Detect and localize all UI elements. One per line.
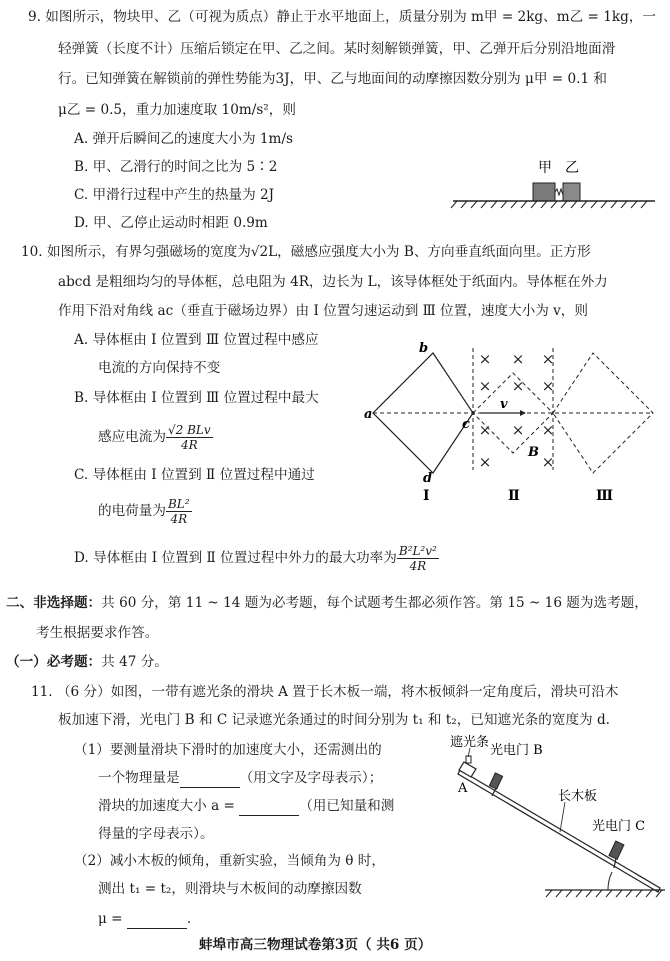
q11-part1-line4: 得量的字母表示）。 bbox=[98, 826, 214, 842]
ground-hatch bbox=[451, 201, 647, 208]
label-position-1: Ⅰ bbox=[423, 488, 430, 504]
label-c: c bbox=[462, 417, 470, 432]
light-shield-strip bbox=[466, 756, 471, 763]
q10-b-fraction: $\frac{\text{√2 BLv}}{4R}$ bbox=[167, 423, 211, 452]
block-yi bbox=[563, 183, 580, 201]
q9-line-1: 9. 如图所示，物块甲、乙（可视为质点）静止于水平地面上，质量分别为 m甲 = 2kg、m乙 = 1kg，一 bbox=[28, 9, 657, 25]
label-d: d bbox=[423, 471, 433, 486]
field-crosses bbox=[479, 350, 555, 471]
section2-required-heading: （一）必考题：共 47 分。 bbox=[6, 654, 168, 670]
angle-arc bbox=[608, 872, 612, 890]
q9-line-2: 轻弹簧（长度不计）压缩后锁定在甲、乙之间。某时刻解锁弹簧，甲、乙弹开后分别沿地面滑 bbox=[58, 41, 616, 57]
incline-ground-hatch bbox=[546, 890, 662, 897]
q10-option-b-line1: B. 导体框由 Ⅰ 位置到 Ⅲ 位置过程中最大 bbox=[74, 390, 319, 406]
q11-part1-line3: 滑块的加速度大小 a = （用已知量和测 bbox=[98, 798, 395, 814]
q10-option-c-line1: C. 导体框由 Ⅰ 位置到 Ⅱ 位置过程中通过 bbox=[74, 467, 315, 483]
q10-option-c-line2: 的电荷量为 $\frac{\text{BL²}}{4R}$ bbox=[98, 497, 190, 526]
block-jia bbox=[533, 183, 555, 201]
q11-part1-line2: 一个物理量是 （用文字及字母表示）； bbox=[98, 770, 383, 786]
answer-blank-2[interactable] bbox=[239, 797, 299, 816]
q9-figure-blocks bbox=[445, 150, 660, 220]
label-light-shield: 遮光条 bbox=[450, 735, 490, 750]
q10-line-3: 作用下沿对角线 ac（垂直于磁场边界）由 Ⅰ 位置匀速运动到 Ⅲ 位置，速度大小为 v，则 bbox=[58, 303, 588, 319]
label-photogate-b: 光电门 B bbox=[490, 743, 543, 758]
svg-text:×: × bbox=[541, 421, 555, 439]
photogate-b bbox=[489, 773, 502, 789]
answer-blank-1[interactable] bbox=[180, 769, 240, 788]
page-footer: 蚌埠市高三物理试卷第3页（ 共6 页） bbox=[199, 937, 432, 953]
q10-option-b-line2: 感应电流为 $\frac{\text{√2 BLv}}{4R}$ bbox=[98, 423, 211, 452]
label-position-2: Ⅱ bbox=[508, 488, 520, 504]
label-jia: 甲 bbox=[538, 160, 552, 176]
svg-text:×: × bbox=[478, 421, 492, 439]
svg-text:×: × bbox=[478, 350, 492, 368]
svg-text:×: × bbox=[541, 350, 555, 368]
frame-position-3 bbox=[553, 353, 653, 473]
q9-line-3: 行。已知弹簧在解锁前的弹性势能为3J，甲、乙与地面间的动摩擦因数分别为 μ甲 = 0.1 和 bbox=[58, 71, 608, 87]
svg-text:×: × bbox=[478, 377, 492, 395]
q10-option-a-line1: A. 导体框由 Ⅰ 位置到 Ⅲ 位置过程中感应 bbox=[74, 332, 319, 348]
q10-option-d: D. 导体框由 Ⅰ 位置到 Ⅱ 位置过程中外力的最大功率为 $\frac{\text{B²L²v²}}{4R}$ bbox=[74, 544, 437, 573]
q9-option-d: D. 甲、乙停止运动时相距 0.9m bbox=[74, 215, 268, 231]
q11-figure-incline bbox=[440, 730, 665, 900]
svg-text:×: × bbox=[511, 421, 525, 439]
photogate-c bbox=[609, 841, 624, 859]
q11-line-2: 板加速下滑，光电门 B 和 C 记录遮光条通过的时间分别为 t₁ 和 t₂，已知遮光条的宽度为 d. bbox=[58, 712, 610, 728]
label-B: B bbox=[528, 445, 539, 460]
label-photogate-c: 光电门 C bbox=[592, 819, 646, 834]
q11-part2-line2: 测出 t₁ = t₂，则滑块与木板间的动摩擦因数 bbox=[98, 881, 362, 897]
section2-line-1: 二、非选择题：共 60 分，第 11 ~ 14 题为必考题，每个试题考生都必须作答。第 15 ~ 16 题为选考题， bbox=[6, 595, 648, 611]
label-b: b bbox=[419, 341, 429, 356]
label-v: v bbox=[500, 397, 508, 412]
q11-part1-line1: （1）要测量滑块下滑时的加速度大小，还需测出的 bbox=[74, 742, 382, 758]
section2-line-2: 考生根据要求作答。 bbox=[36, 625, 159, 641]
q10-c-fraction: $\frac{\text{BL²}}{4R}$ bbox=[167, 497, 190, 526]
svg-text:×: × bbox=[511, 377, 525, 395]
q9-option-c: C. 甲滑行过程中产生的热量为 2J bbox=[74, 187, 275, 203]
answer-blank-3[interactable] bbox=[127, 910, 187, 929]
svg-text:×: × bbox=[511, 350, 525, 368]
q10-line-1: 10. 如图所示，有界匀强磁场的宽度为√2L，磁感应强度大小为 B、方向垂直纸面向里。正方形 bbox=[21, 244, 591, 260]
q10-option-a-line2: 电流的方向保持不变 bbox=[98, 360, 221, 376]
q10-line-2: abcd 是粗细均匀的导体框，总电阻为 4R，边长为 L，该导体框处于纸面内。导体框在外力 bbox=[58, 274, 608, 290]
label-position-3: Ⅲ bbox=[596, 488, 614, 504]
q11-part2-line3: μ = . bbox=[98, 911, 192, 927]
svg-text:×: × bbox=[541, 377, 555, 395]
q9-option-a: A. 弹开后瞬间乙的速度大小为 1m/s bbox=[74, 131, 293, 147]
label-slider-a: A bbox=[458, 781, 468, 796]
velocity-arrowhead bbox=[520, 410, 526, 416]
svg-text:×: × bbox=[478, 453, 492, 471]
label-a: a bbox=[364, 407, 373, 422]
q9-line-4: μ乙 = 0.5，重力加速度取 10m/s²，则 bbox=[58, 102, 296, 118]
q9-masses: m甲 = 2kg、m乙 = 1kg，一 bbox=[471, 9, 657, 25]
q10-d-fraction: $\frac{\text{B²L²v²}}{4R}$ bbox=[398, 544, 437, 573]
svg-text:×: × bbox=[541, 453, 555, 471]
q10-figure-magnetic-field bbox=[360, 340, 660, 505]
q11-line-1: 11. （6 分）如图，一带有遮光条的滑块 A 置于长木板一端，将木板倾斜一定角度后，滑块可沿木 bbox=[31, 684, 619, 700]
q9-option-b: B. 甲、乙滑行的时间之比为 5∶2 bbox=[74, 159, 278, 175]
q11-part2-line1: （2）减小木板的倾角，重新实验，当倾角为 θ 时， bbox=[74, 853, 385, 869]
label-long-board: 长木板 bbox=[558, 789, 598, 804]
label-yi: 乙 bbox=[565, 160, 579, 176]
